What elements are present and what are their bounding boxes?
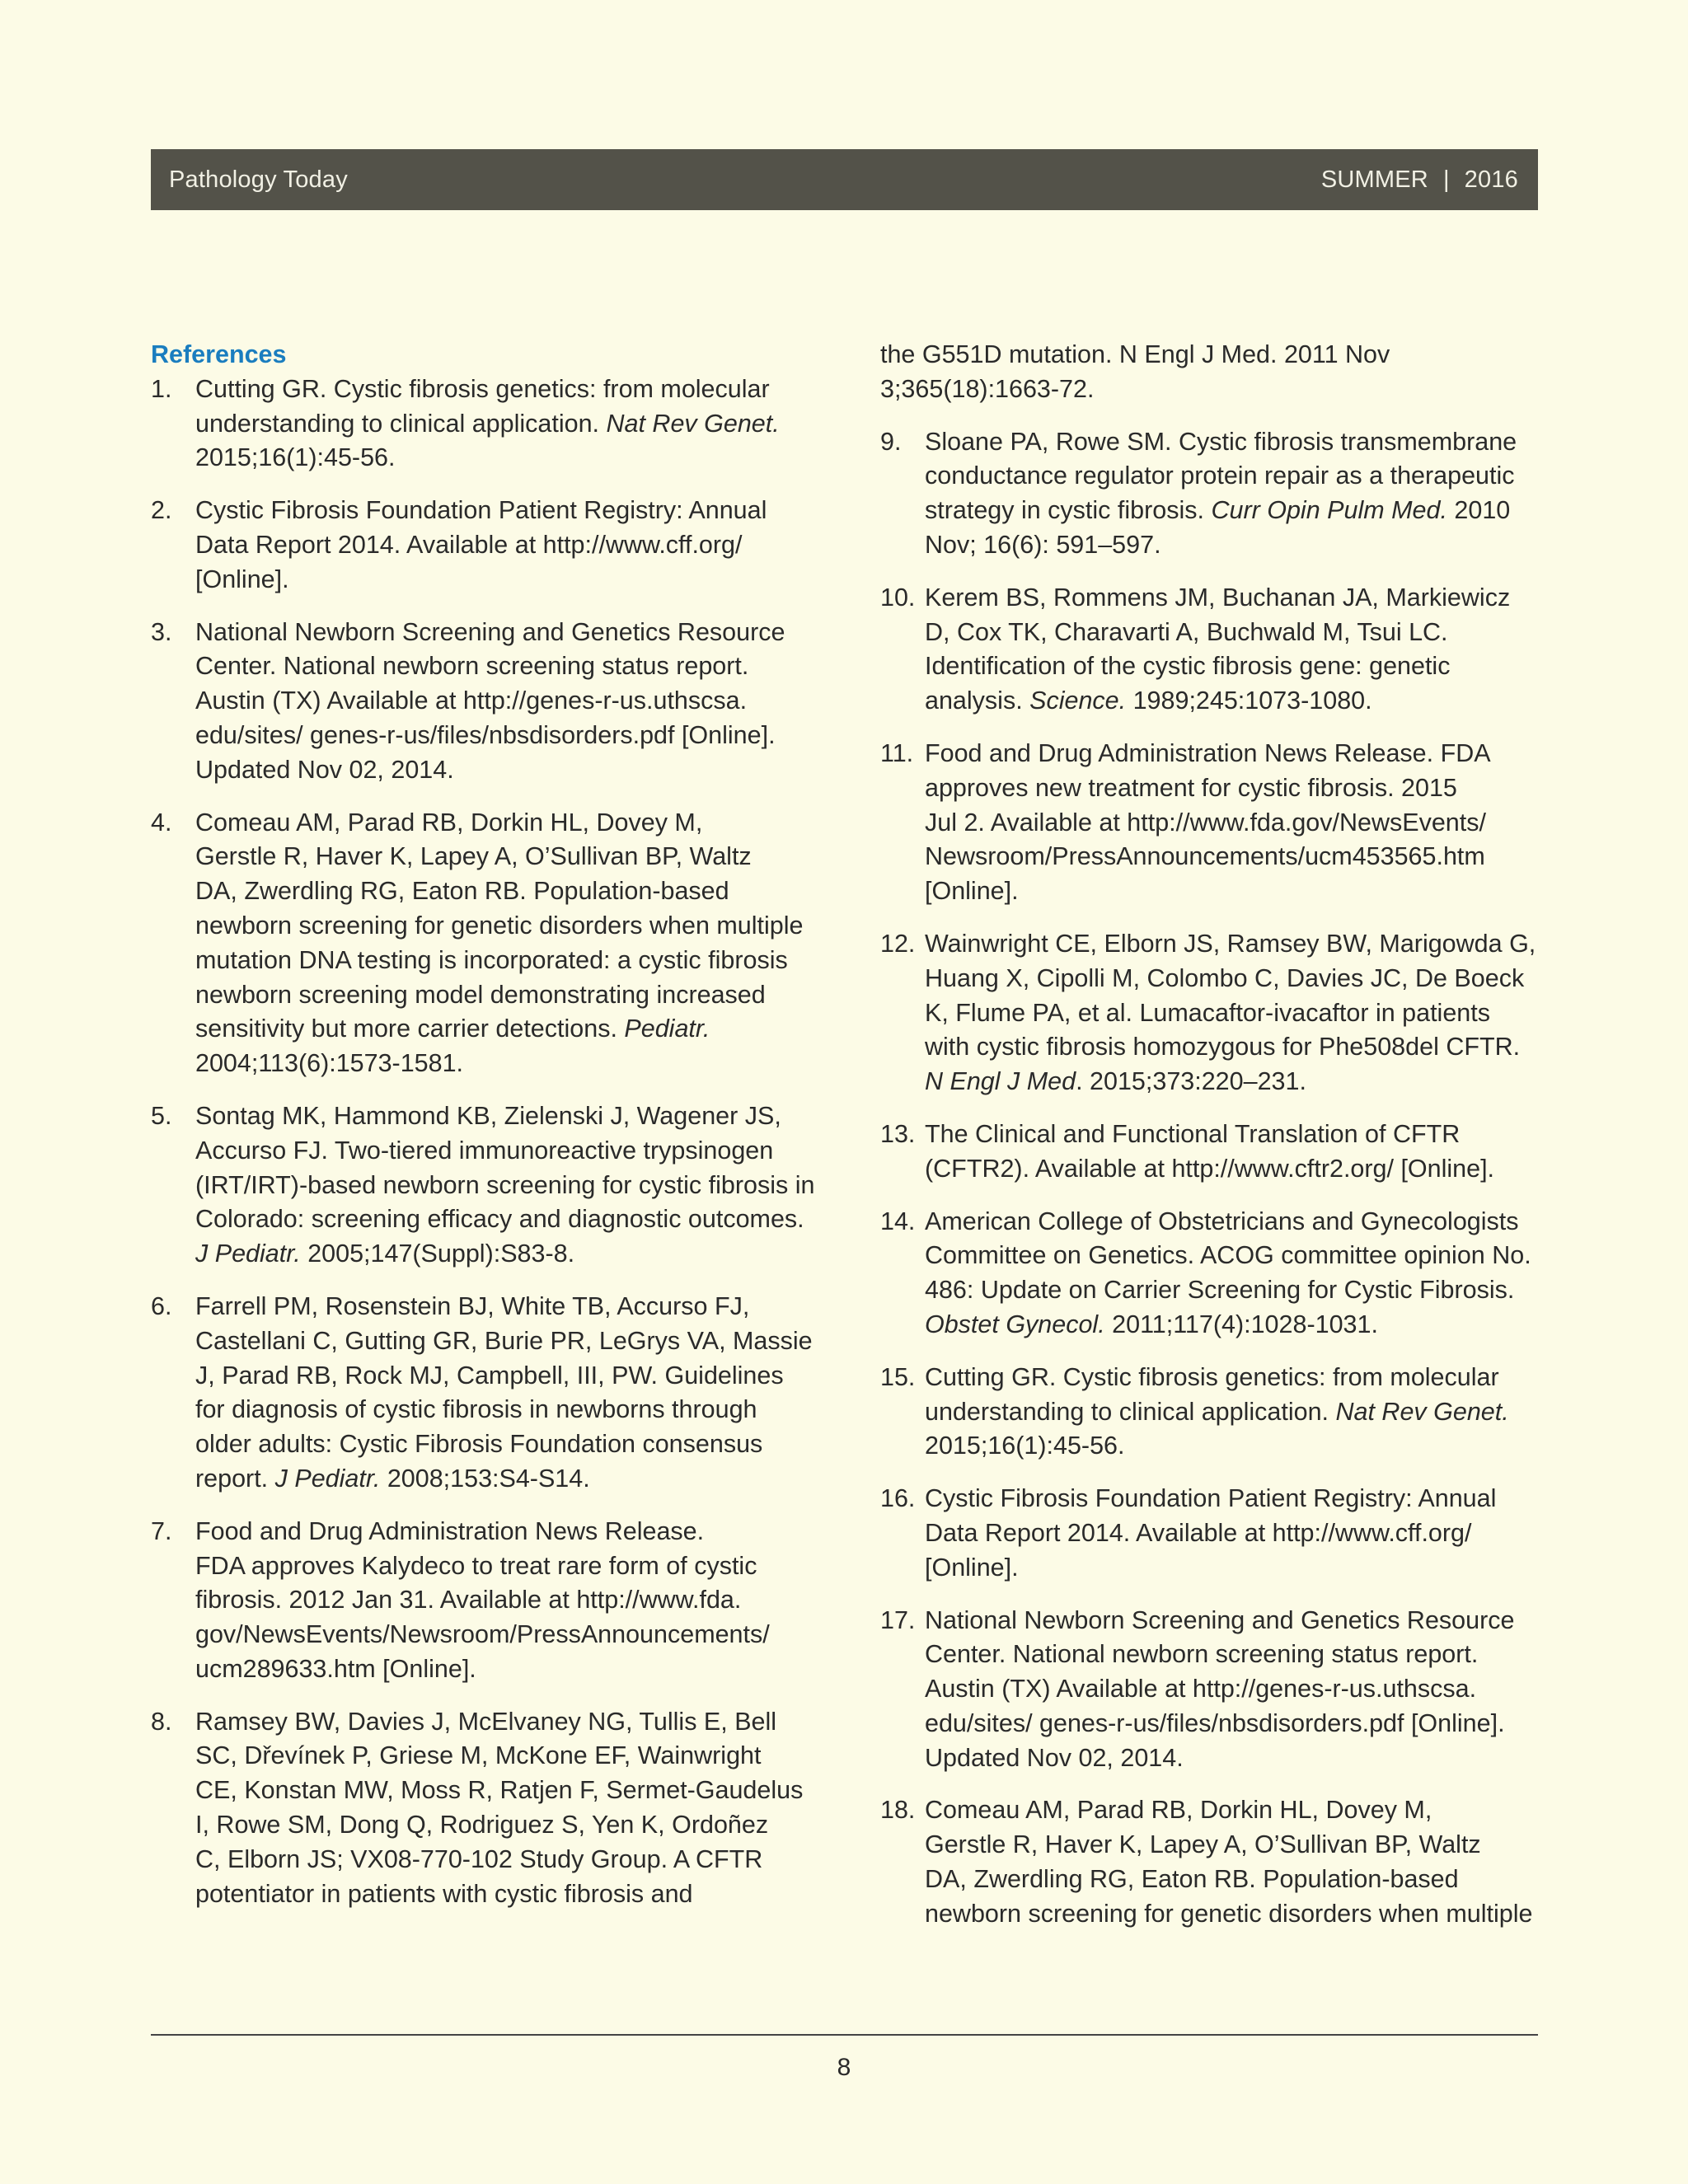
- reference-text-segment: 2010 Nov; 16(6): 591–597.: [925, 496, 1511, 559]
- reference-number: 6.: [151, 1291, 172, 1320]
- reference-text: [925, 425, 1540, 563]
- reference-text-segment: Sloane PA, Rowe SM. Cystic fibrosis transmembrane conductance regulator protein repair as a therapeutic strategy in cystic fibrosis.: [925, 427, 1517, 525]
- reference-number: 2.: [151, 496, 172, 525]
- reference-text-segment: 2004;113(6):1573-1581.: [195, 1049, 464, 1078]
- reference-number: 7.: [151, 1516, 172, 1545]
- reference-text-segment: National Newborn Screening and Genetics Resource Center. National newborn screening status report. Austin (TX) Available at http://genes-r-us.uthscsa. edu/sites/ genes-r-us/files/nbsdisorders.pdf [Online]. Updated Nov 02, 2014.: [925, 1605, 1515, 1772]
- reference-number: 16.: [880, 1484, 916, 1513]
- reference-number: 3.: [151, 617, 172, 646]
- reference-text: [195, 806, 827, 1081]
- reference-text: [195, 1099, 827, 1272]
- reference-text: [925, 1604, 1540, 1776]
- reference-text: [195, 1515, 827, 1687]
- right-column: [880, 338, 1540, 1950]
- reference-number: 1.: [151, 374, 172, 403]
- issue-separator: |: [1442, 166, 1450, 193]
- journal-title: Obstet Gynecol.: [925, 1310, 1105, 1338]
- reference-text-segment: Wainwright CE, Elborn JS, Ramsey BW, Marigowda G, Huang X, Cipolli M, Colombo C, Davies JC, De Boeck K, Flume PA, et al. Lumacaftor-ivacaftor in patients with cystic fibrosis homozygous for Phe508del CFTR.: [925, 929, 1536, 1062]
- running-header: [151, 149, 1538, 210]
- journal-title: J Pediatr.: [195, 1240, 301, 1268]
- reference-text: [925, 1793, 1540, 1931]
- reference-number: 17.: [880, 1605, 916, 1634]
- reference-item: [151, 616, 827, 788]
- reference-item: [880, 1604, 1540, 1776]
- reference-item: [151, 1515, 827, 1687]
- reference-text-segment: Comeau AM, Parad RB, Dorkin HL, Dovey M, Gerstle R, Haver K, Lapey A, O’Sullivan BP, Waltz DA, Zwerdling RG, Eaton RB. Population-based newborn screening for genetic disorders when multiple: [925, 1796, 1533, 1928]
- reference-list-left: [151, 373, 827, 1912]
- reference-text: [925, 927, 1540, 1099]
- reference-8-continuation: [880, 338, 1540, 407]
- journal-title: N Engl J Med.: [1118, 340, 1278, 368]
- reference-text-segment: 2011;117(4):1028-1031.: [1104, 1310, 1378, 1338]
- reference-text-segment: 2015;16(1):45-56.: [195, 443, 396, 472]
- reference-text-segment: . 2015;373:220–231.: [1076, 1067, 1306, 1096]
- reference-list-right: [880, 425, 1540, 1932]
- page-number: 8: [837, 2054, 851, 2081]
- reference-item: [880, 425, 1540, 563]
- reference-item: [880, 1793, 1540, 1931]
- reference-text: [925, 581, 1540, 719]
- reference-item: [880, 927, 1540, 1099]
- reference-text-segment: 1989;245:1073-1080.: [1126, 687, 1372, 715]
- reference-number: 18.: [880, 1796, 916, 1825]
- reference-item: [151, 1705, 827, 1912]
- reference-text-segment: the G551D mutation.: [880, 340, 1119, 368]
- journal-title: N Engl J Med: [925, 1067, 1076, 1096]
- reference-text: [925, 1361, 1540, 1464]
- publication-title: Pathology Today: [169, 166, 348, 193]
- reference-item: [880, 1482, 1540, 1585]
- journal-title: Pediatr.: [624, 1015, 710, 1043]
- reference-number: 12.: [880, 929, 916, 958]
- journal-title: Curr Opin Pulm Med.: [1211, 496, 1447, 525]
- reference-8-continuation-text: [880, 338, 1540, 407]
- reference-text-segment: Food and Drug Administration News Release. FDA approves new treatment for cystic fibrosis. 2015 Jul 2. Available at http://www.fda.gov/NewsEvents/ Newsroom/PressAnnouncements/ucm453565.htm [Online].: [925, 738, 1491, 906]
- reference-text: [195, 616, 827, 788]
- reference-item: [151, 1099, 827, 1272]
- reference-text-segment: Cutting GR. Cystic fibrosis genetics: from molecular understanding to clinical application.: [925, 1362, 1499, 1426]
- reference-number: 11.: [880, 738, 914, 767]
- reference-item: [880, 1361, 1540, 1464]
- left-column: [151, 338, 827, 1929]
- reference-number: 14.: [880, 1207, 916, 1235]
- reference-item: [151, 806, 827, 1081]
- reference-text-segment: 2005;147(Suppl):S83-8.: [300, 1240, 575, 1268]
- reference-text-segment: Kerem BS, Rommens JM, Buchanan JA, Markiewicz D, Cox TK, Charavarti A, Buchwald M, Tsui LC. Identification of the cystic fibrosis gene: genetic analysis.: [925, 583, 1511, 715]
- journal-title: Science.: [1029, 687, 1127, 715]
- reference-item: [151, 1290, 827, 1497]
- reference-item: [880, 737, 1540, 909]
- reference-number: 9.: [880, 427, 902, 456]
- reference-text: [925, 737, 1540, 909]
- reference-text: [925, 1205, 1540, 1343]
- reference-text-segment: Cystic Fibrosis Foundation Patient Registry: Annual Data Report 2014. Available at http://www.cff.org/ [Online].: [195, 496, 767, 593]
- reference-text-segment: 2011 Nov 3;365(18):1663-72.: [880, 340, 1390, 403]
- reference-text-segment: The Clinical and Functional Translation of CFTR (CFTR2). Available at http://www.cftr2.org/ [Online].: [925, 1119, 1495, 1183]
- reference-text-segment: Food and Drug Administration News Release. FDA approves Kalydeco to treat rare form of cystic fibrosis. 2012 Jan 31. Available at http://www.fda. gov/NewsEvents/Newsroom/PressAnnouncements/ ucm289633.htm [Online].: [195, 1516, 770, 1683]
- reference-text-segment: Cystic Fibrosis Foundation Patient Registry: Annual Data Report 2014. Available at http://www.cff.org/ [Online].: [925, 1484, 1497, 1582]
- reference-text-segment: Comeau AM, Parad RB, Dorkin HL, Dovey M, Gerstle R, Haver K, Lapey A, O’Sullivan BP, Waltz DA, Zwerdling RG, Eaton RB. Population-based newborn screening for genetic disorders when multiple mutation DNA testing is incorporated: a cystic fibrosis newborn screening model demonstrating increased sensitivity but more carrier detections.: [195, 808, 804, 1043]
- reference-text-segment: Ramsey BW, Davies J, McElvaney NG, Tullis E, Bell SC, Dřevínek P, Griese M, McKone EF, Wainwright CE, Konstan MW, Moss R, Ratjen F, Sermet-Gaudelus I, Rowe SM, Dong Q, Rodriguez S, Yen K, Ordoñez C, Elborn JS; VX08-770-102 Study Group. A CFTR potentiator in patients with cystic fibrosis and: [195, 1707, 804, 1908]
- reference-text-segment: Farrell PM, Rosenstein BJ, White TB, Accurso FJ, Castellani C, Gutting GR, Burie PR, LeGrys VA, Massie J, Parad RB, Rock MJ, Campbell, III, PW. Guidelines for diagnosis of cystic fibrosis in newborns through older adults: Cystic Fibrosis Foundation consensus report.: [195, 1291, 813, 1493]
- reference-item: [880, 1205, 1540, 1343]
- reference-text-segment: 2015;16(1):45-56.: [925, 1432, 1125, 1460]
- reference-item: [880, 1118, 1540, 1187]
- reference-text: [195, 494, 827, 597]
- references-heading: References: [151, 340, 287, 368]
- issue-date: [1321, 166, 1518, 194]
- reference-number: 8.: [151, 1707, 172, 1736]
- reference-number: 4.: [151, 808, 172, 837]
- reference-number: 10.: [880, 583, 916, 612]
- reference-item: [151, 373, 827, 476]
- reference-item: [151, 494, 827, 597]
- reference-text-segment: American College of Obstetricians and Gynecologists Committee on Genetics. ACOG committee opinion No. 486: Update on Carrier Screening for Cystic Fibrosis.: [925, 1207, 1531, 1305]
- reference-number: 5.: [151, 1101, 172, 1130]
- reference-text: [195, 1705, 827, 1912]
- reference-text: [925, 1118, 1540, 1187]
- journal-title: Nat Rev Genet.: [606, 409, 780, 438]
- reference-text-segment: Sontag MK, Hammond KB, Zielenski J, Wagener JS, Accurso FJ. Two-tiered immunoreactive trypsinogen (IRT/IRT)-based newborn screening for cystic fibrosis in Colorado: screening efficacy and diagnostic outcomes.: [195, 1101, 815, 1234]
- reference-item: [880, 581, 1540, 719]
- reference-text: [195, 373, 827, 476]
- journal-title: Nat Rev Genet.: [1335, 1397, 1509, 1426]
- issue-year: 2016: [1464, 166, 1518, 193]
- reference-text-segment: National Newborn Screening and Genetics Resource Center. National newborn screening status report. Austin (TX) Available at http://genes-r-us.uthscsa. edu/sites/ genes-r-us/files/nbsdisorders.pdf [Online]. Updated Nov 02, 2014.: [195, 617, 785, 784]
- reference-text-segment: Cutting GR. Cystic fibrosis genetics: from molecular understanding to clinical application.: [195, 374, 770, 438]
- reference-number: 15.: [880, 1362, 916, 1391]
- reference-text: [925, 1482, 1540, 1585]
- reference-text-segment: 2008;153:S4-S14.: [380, 1464, 590, 1493]
- issue-season: SUMMER: [1320, 166, 1428, 193]
- reference-number: 13.: [880, 1119, 916, 1148]
- footer-divider: [151, 2034, 1538, 2036]
- journal-title: J Pediatr.: [274, 1464, 381, 1493]
- reference-text: [195, 1290, 827, 1497]
